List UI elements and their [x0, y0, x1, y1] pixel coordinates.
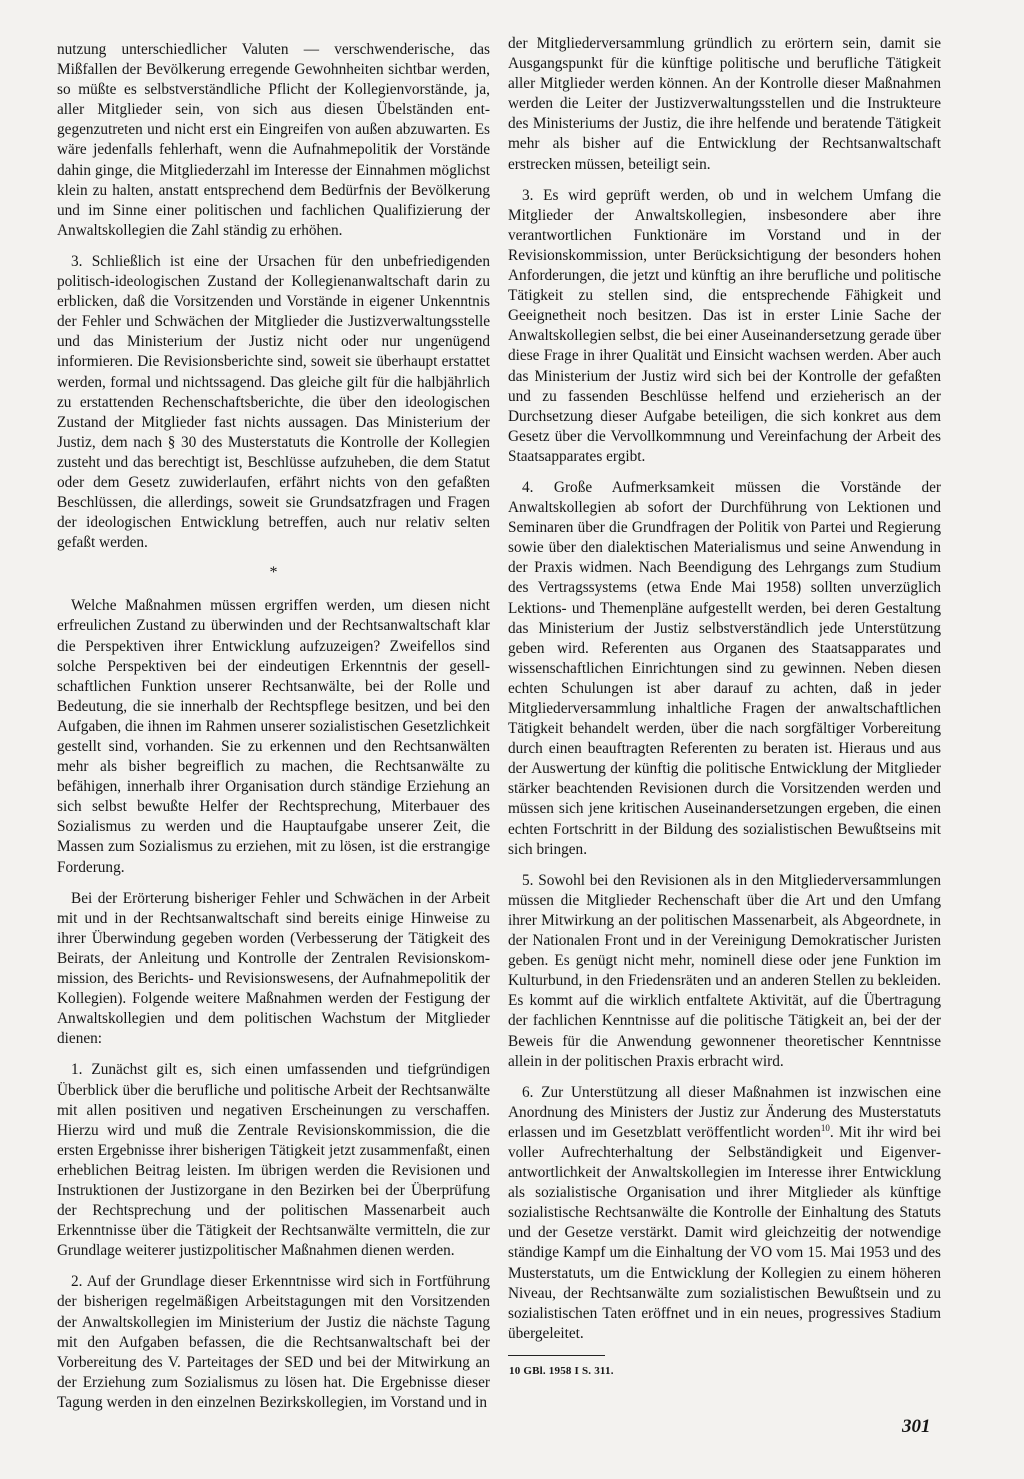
paragraph: 5. Sowohl bei den Revisionen als in den Mitgliederversammlungen müssen die Mitglieder Rechenschaft über die Art und den Umfang ihrer Mitwirkung an der politischen Massenarbeit, als Abgeordnete, in der Nationalen Front und in der Vereinigung Demokratischer Juristen geben. Es genügt nicht mehr, nominell diese oder jene Funktion im Kulturbund, in den Friedensräten und an anderen Stellen zu bekleiden. Es kommt auf die wirklich entfaltete Aktivität, auf die Übertragung der fachlichen Kenntnisse auf die politische Tätigkeit an, bei der der Beweis für die Anwendung gewonnener theoretischer Kenntnisse allein in der politischen Praxis erbracht wird.	[508, 871, 941, 1070]
paragraph	[508, 1083, 941, 1344]
left-column	[57, 40, 490, 1424]
paragraph: 1. Zunächst gilt es, sich einen umfassenden und tiefgründigen Überblick über die berufliche und politische Arbeit der Rechtsanwälte mit allen positiven und negativen Erscheinungen zu verschaffen. Hierzu wird und muß die Zentrale Revisionskommission, die die ersten Ergebnisse ihrer bisherigen Tätigkeit jetzt zusammenfaßt, einen erheblichen Beitrag leisten. Im übrigen werden die Revisionen und Instruktionen der Justizorgane in den Bezirken bei der Überprüfung der Rechtsprechung und der politischen Massenarbeit auch Erkenntnisse über die Tätigkeit der Rechtsanwälte vermitteln, die zur Grundlage weiterer justizpolitischer Maßnahmen dienen werden.	[57, 1061, 490, 1260]
page-number: 301	[902, 1416, 931, 1437]
paragraph-text: 6. Zur Unterstützung all dieser Maßnahmen ist inzwischen eine Anordnung des Ministers der Justiz zur Änderung des Musterstatuts erlassen und im Gesetzblatt veröffentlicht worden	[508, 1083, 941, 1141]
paragraph-text: . Mit ihr wird bei voller Aufrechterhaltung der Selbständigkeit und Eigenverantwortlichkeit der Anwaltskollegien im Interesse ihrer Entwicklung als sozialistische Organisation und ihrer Mitglieder als künftige sozialistische Rechtsanwälte die Kontrolle der Einhaltung des Statuts und der Gesetze verstärkt. Damit wird gleichzeitig der notwendige ständige Kampf um die Einhaltung der VO vom 15. Mai 1953 und des Musterstatuts, um die Entwicklung der Kollegien zu einem höheren Niveau, der Rechtsanwälte zum sozialistischen Bewußtsein und zu sozialistischen Taten eröffnet und in ein neues, progressives Stadium übergeleitet.	[508, 1123, 941, 1342]
footnote-rule	[508, 1355, 605, 1356]
paragraph: 3. Es wird geprüft werden, ob und in welchem Umfang die Mitglieder der Anwaltskollegien, insbesondere aber ihre verantwortlichen Funktionäre im Vorstand und in der Revisionskommission, unter Berücksichtigung der besonders hohen Anforderungen, die jetzt und künftig an ihre berufliche und politische Tätigkeit zu stellen sind, die entsprechende Fähigkeit und Geeignetheit noch besitzen. Das ist in erster Linie Sache der Anwaltskollegien selbst, die bei einer Auseinandersetzung gerade über diese Frage in ihrer Qualität und Einsicht wachsen werden. Aber auch das Ministerium der Justiz wird sich bei der Kontrolle der gefaßten und zu fassenden Beschlüsse helfend und erzieherisch an der Durchsetzung dieser Aufgabe beteiligen, die sich konkret aus dem Gesetz über die Vervollkommnung und Vereinfachung der Arbeit des Staatsapparates ergibt.	[508, 186, 941, 465]
footnote-reference: 10	[820, 1122, 830, 1133]
footnote: 10 GBl. 1958 I S. 311.	[509, 1364, 614, 1377]
paragraph: Welche Maßnahmen müssen ergriffen werden, um diesen nicht erfreulichen Zustand zu überwinden und der Rechtsanwaltschaft klar die Perspektiven ihrer Entwicklung aufzuzeigen? Zweifellos sind solche Perspektiven bei der eindeutigen Erkenntnis der gesellschaftlichen Funktion unserer Rechtsanwälte, bei der Rolle und Bedeutung, die sie innerhalb der Rechtspflege besitzen, und bei den Aufgaben, die ihnen im Rahmen unserer sozialistischen Gesetzlichkeit gestellt sind, vorhanden. Sie zu erkennen und den Rechtsanwälten mehr als bisher begreiflich zu machen, die Rechtsanwälte zu befähigen, innerhalb ihrer Organisation durch ständige Erziehung an sich selbst bewußte Helfer der Rechtsprechung, Miterbauer des Sozialismus zu werden und die Hauptaufgabe unserer Zeit, die Massen zum Sozialismus zu erziehen, mit zu lösen, ist die erstrangige Forderung.	[57, 597, 490, 876]
section-separator: *	[269, 564, 278, 582]
right-column	[508, 34, 941, 1378]
paragraph: der Mitgliederversammlung gründlich zu erörtern sein, damit sie Ausgangspunkt für die künftige politische und berufliche Tätigkeit aller Mitglieder werden können. An der Kontrolle dieser Maßnahmen werden die Leiter der Justizverwaltungsstellen und die Instrukteure des Ministeriums der Justiz, die ihre helfende und beratende Tätigkeit mehr als bisher auf die Entwicklung der Rechtsanwaltschaft erstrecken müssen, beteiligt sein.	[508, 35, 941, 173]
paragraph: 2. Auf der Grundlage dieser Erkenntnisse wird sich in Fortführung der bisherigen regelmäßigen Arbeitstagungen mit den Vorsitzenden der Anwaltskollegien im Ministerium der Justiz die nächste Tagung mit den Aufgaben befassen, die die Rechtsanwaltschaft bei der Vorbereitung des V. Parteitages der SED und bei der Mitwirkung an der Erziehung zum Sozialismus zu lösen hat. Die Ergebnisse dieser Tagung werden in den einzelnen Bezirkskollegien, im Vorstand und in	[57, 1273, 490, 1411]
paragraph: 4. Große Aufmerksamkeit müssen die Vorstände der Anwaltskollegien ab sofort der Durchführung von Lektionen und Seminaren über die Grundfragen der Politik von Partei und Regierung sowie über den dialektischen Materialismus und seine Anwendung in der Praxis widmen. Nach Beendigung des Lehrgangs zum Studium des Vertragssystems (etwa Ende Mai 1958) sollten unverzüglich Lektions- und Themenpläne aufgestellt werden, bei deren Gestaltung das Ministerium der Justiz selbstverständlich jede Unterstützung geben wird. Referenten aus Organen des Staatsapparates und wissenschaftlichen Einrichtungen sind zu gewinnen. Neben diesen echten Schulungen ist aber darauf zu achten, daß in jeder Mitgliederversammlung inhaltliche Fragen der anwaltschaftlichen Tätigkeit behandelt werden, über die nach sorgfältiger Vorbereitung durch einen beauftragten Referenten zu beraten ist. Hieraus und aus der Auswertung der künftig die politische Entwicklung der Mitglieder stärker beachtenden Revisionen durch die Vorsitzenden werden und müssen sich jene kritischen Auseinandersetzungen ergeben, die einen echten Fortschritt in der Bildung des sozialistischen Bewußtseins mit sich bringen.	[508, 478, 941, 858]
paragraph: Bei der Erörterung bisheriger Fehler und Schwächen in der Arbeit mit und in der Rechtsanwaltschaft sind bereits einige Hinweise zu ihrer Überwindung gegeben worden (Verbesserung der Tätigkeit des Beirats, der Anleitung und Kontrolle der Zentralen Revisionskommission, des Berichts- und Revisionswesens, der Aufnahmepolitik der Kollegien). Folgende weitere Maßnahmen werden der Festigung der Anwaltskollegien und dem politischen Wachstum der Mitglieder dienen:	[57, 889, 490, 1048]
paragraph: nutzung unterschiedlicher Valuten — verschwenderische, das Mißfallen der Bevölkerung erregende Gewohnheiten sichtbar werden, so müßte es selbstverständliche Pflicht der Kollegienvorstände, ja, aller Mitglieder sein, von sich aus diesen Übelständen entgegenzutreten und nicht erst ein Eingreifen von außen abzuwarten. Es wäre jedenfalls fehlerhaft, wenn die Aufnahmepolitik der Vorstände dahin ginge, die Mitgliederzahl im Interesse der Einnahmen möglichst klein zu halten, anstatt entsprechend dem Bedürfnis der Bevölkerung und im Sinne einer politischen und fachlichen Qualifizierung der Anwaltskollegien die Zahl ständig zu erhöhen.	[57, 41, 490, 239]
paragraph: 3. Schließlich ist eine der Ursachen für den unbefriedigenden politisch-ideologischen Zustand der Kollegienanwaltschaft darin zu erblicken, daß die Vorsitzenden und Vorstände in eigener Unkenntnis der Fehler und Schwächen der Mitglieder die Justizverwaltungsstelle und das Ministerium der Justiz nicht oder nur ungenügend informieren. Die Revisionsberichte sind, soweit sie überhaupt erstattet werden, formal und nichtssagend. Das gleiche gilt für die halbjährlich zu erstattenden Rechenschaftsberichte, die über den ideologischen Zustand der Mitglieder fast nichts aussagen. Das Ministerium der Justiz, dem nach § 30 des Musterstatuts die Kontrolle der Kollegien zusteht und das berechtigt ist, Beschlüsse aufzuheben, die dem Statut oder dem Gesetz zuwiderlaufen, erfährt nichts von den gefaßten Beschlüssen, die allerdings, soweit sie Grundsatzfragen und Fragen der ideologischen Entwicklung betreffen, auch nur relativ selten gefaßt werden.	[57, 252, 490, 552]
